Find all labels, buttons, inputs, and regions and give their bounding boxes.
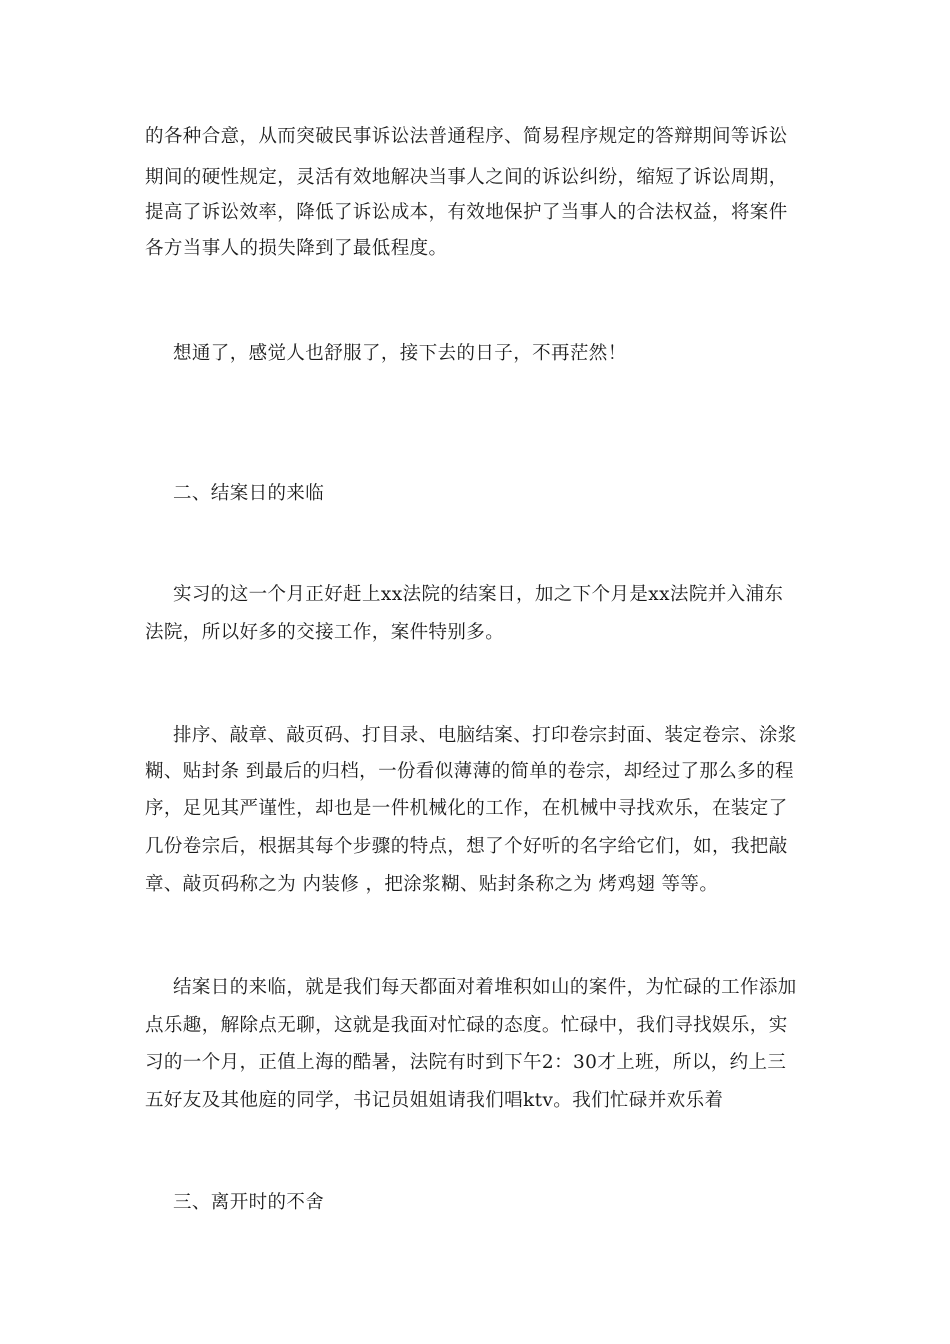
- text-line: 结案日的来临，就是我们每天都面对着堆积如山的案件，为忙碌的工作添加: [173, 977, 797, 998]
- section-heading-case-closing-day: 二、结案日的来临: [173, 483, 325, 504]
- section-heading-leaving: 三、离开时的不舍: [173, 1192, 325, 1213]
- text-line: 期间的硬性规定，灵活有效地解决当事人之间的诉讼纠纷，缩短了诉讼周期，: [145, 167, 788, 188]
- text-line: 几份卷宗后，根据其每个步骤的特点，想了个好听的名字给它们，如，我把敲: [145, 836, 788, 857]
- text-line: 想通了，感觉人也舒服了，接下去的日子，不再茫然！: [173, 343, 627, 364]
- text-line: 的各种合意，从而突破民事诉讼法普通程序、简易程序规定的答辩期间等诉讼: [145, 126, 788, 147]
- text-line: 实习的这一个月正好赶上xx法院的结案日，加之下个月是xx法院并入浦东: [173, 584, 784, 605]
- text-line: 排序、敲章、敲页码、打目录、电脑结案、打印卷宗封面、装定卷宗、涂浆: [173, 725, 797, 746]
- text-line: 提高了诉讼效率，降低了诉讼成本，有效地保护了当事人的合法权益，将案件: [145, 202, 788, 223]
- text-line: 各方当事人的损失降到了最低程度。: [145, 238, 448, 259]
- text-line: 序，足见其严谨性，却也是一件机械化的工作，在机械中寻找欢乐，在装定了: [145, 798, 788, 819]
- text-line: 五好友及其他庭的同学，书记员姐姐请我们唱ktv。我们忙碌并欢乐着: [145, 1090, 724, 1111]
- text-line: 章、敲页码称之为 内装修 ，把涂浆糊、贴封条称之为 烤鸡翅 等等。: [145, 874, 719, 895]
- text-line: 糊、贴封条 到最后的归档，一份看似薄薄的简单的卷宗，却经过了那么多的程: [145, 761, 794, 782]
- text-line: 习的一个月，正值上海的酷暑，法院有时到下午2：30才上班，所以，约上三: [145, 1052, 787, 1073]
- text-line: 法院，所以好多的交接工作，案件特别多。: [145, 622, 505, 643]
- text-line: 点乐趣，解除点无聊，这就是我面对忙碌的态度。忙碌中，我们寻找娱乐，实: [145, 1015, 788, 1036]
